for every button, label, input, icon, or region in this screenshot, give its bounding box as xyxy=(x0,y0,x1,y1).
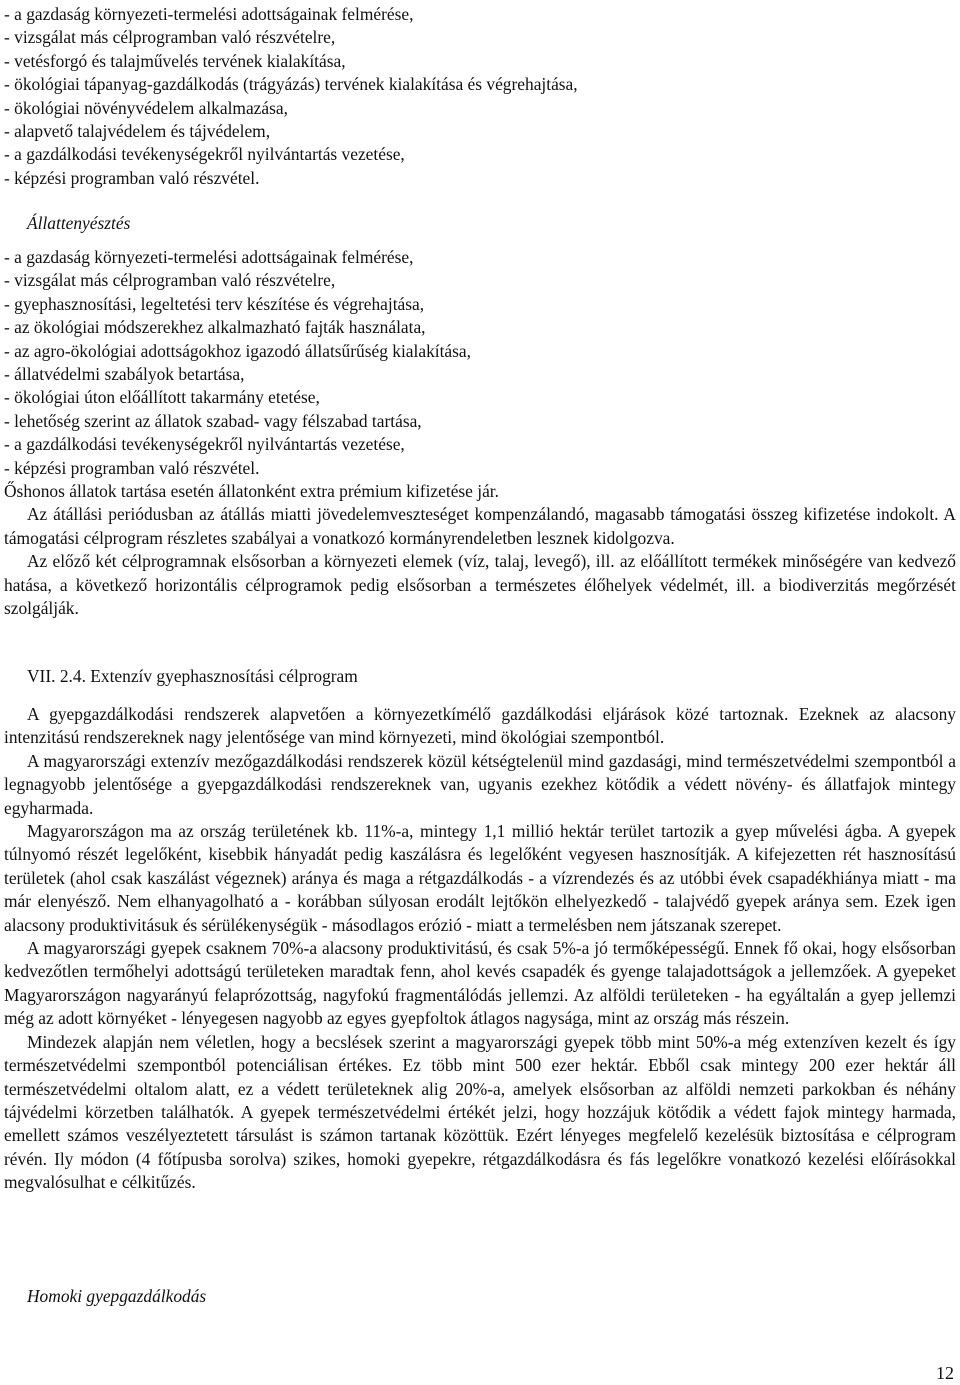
heading-sandy-grassland: Homoki gyepgazdálkodás xyxy=(27,1286,207,1306)
list-item: - ökológiai növényvédelem alkalmazása, xyxy=(4,97,288,118)
list-item: - vizsgálat más célprogramban való részvételre, xyxy=(4,270,336,291)
list-item: - gyephasznosítási, legeltetési terv készítése és végrehajtása, xyxy=(4,293,425,314)
list-item: - az agro-ökológiai adottságokhoz igazodó állatsűrűség kialakítása, xyxy=(4,340,471,361)
paragraph-targets: Az előző két célprogramnak elsősorban a környezeti elemek (víz, talaj, levegő), ill. az előállított termékek minőségére van kedvező hatása, a következő horizontális célprogramok pedig elsősorban a természetes élőhelyek védelmét, ill. a biodiverzitás megőrzését szolgálják. xyxy=(4,551,956,619)
list-item: - állatvédelmi szabályok betartása, xyxy=(4,364,245,385)
paragraph-transition: Az átállási periódusban az átállás miatti jövedelemveszteséget kompenzálandó, magasabb támogatási összeg kifizetése indokolt. A támogatási célprogram részletes szabályai a vonatkozó kormányrendeletben lesznek kidolgozva. xyxy=(4,504,956,548)
list-item: - lehetőség szerint az állatok szabad- vagy félszabad tartása, xyxy=(4,410,422,431)
list-item: - vetésforgó és talajművelés tervének kialakítása, xyxy=(4,50,346,71)
section-body xyxy=(4,703,956,1195)
section-title: VII. 2.4. Extenzív gyephasznosítási célprogram xyxy=(27,666,358,686)
paragraph: A magyarországi gyepek csaknem 70%-a alacsony produktivitású, és csak 5%-a jó termőképességű. Ennek fő okai, hogy elsősorban kedvezőtlen termőhelyi adottságú területeken maradtak fenn, ahol kevés csapadék és gyenge talajadottságok a jellemzőek. A gyepeket Magyarországon nagyarányú felaprózottság, nagyfokú fragmentálódás jellemzi. Az alföldi területeken - ha egyáltalán a gyep jellemzi még az adott környéket - lényegesen nagyobb az egyes gyepfoltok átlagos nagysága, mint az ország más részein. xyxy=(4,938,956,1029)
paragraph: Magyarországon ma az ország területének kb. 11%-a, mintegy 1,1 millió hektár terület tartozik a gyep művelési ágba. A gyepek túlnyomó részét legelőként, kisebbik hányadát pedig kaszálásra és legelőként vegyesen hasznosítják. A kifejezetten rét hasznosítású területek (ahol csak kaszálást végeznek) aránya és maga a rétgazdálkodás - a vízrendezés és az utóbbi évek csapadékhiánya miatt - ma már elenyésző. Nem elhanyagolható a - korábban súlyosan erodált lejtőkön elhelyezkedő - talajvédő gyepek aránya sem. Ezek igen alacsony produktivitásuk és sérülékenységük - másodlagos erózió - miatt a termelésben nem játszanak szerepet. xyxy=(4,821,956,935)
list-item: - a gazdálkodási tevékenységekről nyilvántartás vezetése, xyxy=(4,144,405,165)
list-plant-tasks xyxy=(4,3,956,190)
list-item: - a gazdaság környezeti-termelési adottságainak felmérése, xyxy=(4,247,414,267)
paragraph: A gyepgazdálkodási rendszerek alapvetően a környezetkímélő gazdálkodási eljárások közé tartoznak. Ezeknek az alacsony intenzitású rendszereknek nagy jelentősége van mind környezeti, mind ökológiai szempontból. xyxy=(4,704,956,748)
list-item: - vizsgálat más célprogramban való részvételre, xyxy=(4,27,336,48)
paragraph: A magyarországi extenzív mezőgazdálkodási rendszerek közül kétségtelenül mind gazdasági, mind természetvédelmi szempontból a legnagyobb jelentősége a gyepgazdálkodási rendszereknek van, ugyanis ezekhez kötődik a védett növény- és állatfajok mintegy egyharmada. xyxy=(4,750,956,818)
list-item: - a gazdálkodási tevékenységekről nyilvántartás vezetése, xyxy=(4,434,405,455)
list-item: - alapvető talajvédelem és tájvédelem, xyxy=(4,121,271,142)
heading-animal-husbandry: Állattenyésztés xyxy=(27,213,131,233)
list-item: - képzési programban való részvétel. xyxy=(4,167,260,188)
page-number: 12 xyxy=(936,1363,954,1383)
list-item: - ökológiai tápanyag-gazdálkodás (trágyázás) tervének kialakítása és végrehajtása, xyxy=(4,74,578,95)
paragraph: Mindezek alapján nem véletlen, hogy a becslések szerint a magyarországi gyepek több mint 50%-a még extenzíven kezelt és így természetvédelmi szempontból potenciálisan értékes. Ez több mint 500 ezer hektár. Ebből csak mintegy 200 ezer hektár áll természetvédelmi oltalom alatt, ez a védett területeknek alig 20%-a, amelyek elsősorban az alföldi nemzeti parkokban és néhány tájvédelmi körzetben találhatók. A gyepek természetvédelmi értékét jelzi, hogy hozzájuk kötődik a védett fajok mintegy harmada, emellett számos veszélyeztetett társulást is számon tartanak közöttük. Ezért lényeges megfelelő kezelésük biztosítása e célprogram révén. Ily módon (4 főtípusba sorolva) szikes, homoki gyepekre, rétgazdálkodásra és fás legelőkre vonatkozó kezelési előírásokkal megvalósulhat e célkitűzés. xyxy=(4,1031,956,1193)
premium-note: Őshonos állatok tartása esetén állatonként extra prémium kifizetése jár. xyxy=(4,481,499,502)
list-item: - képzési programban való részvétel. xyxy=(4,457,260,478)
list-item: - ökológiai úton előállított takarmány etetése, xyxy=(4,387,320,408)
list-item: - a gazdaság környezeti-termelési adottságainak felmérése, xyxy=(4,4,414,24)
list-item: - az ökológiai módszerekhez alkalmazható fajták használata, xyxy=(4,317,426,338)
list-animal-tasks xyxy=(4,246,956,621)
